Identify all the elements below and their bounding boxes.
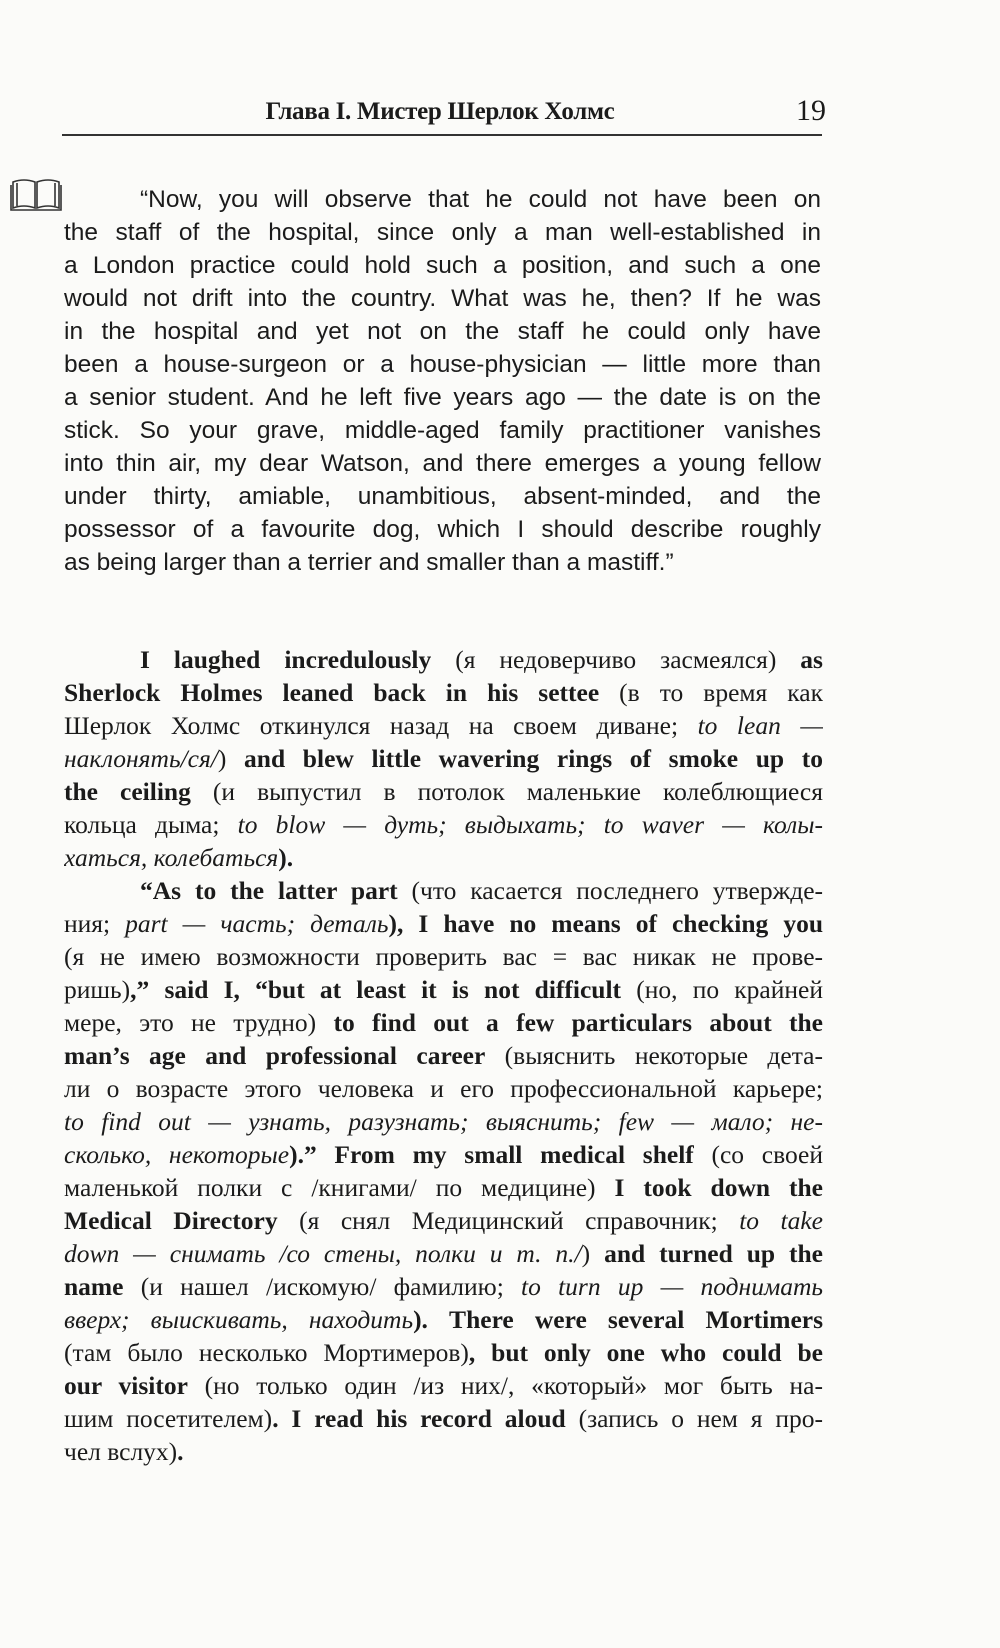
text-line: stick. So your grave, middle-aged family practitioner vanishes <box>64 417 821 444</box>
vocabulary-note: to find out — узнать, разузнать; выяснить; few — мало; не- <box>64 1107 823 1136</box>
russian-translation: чел вслух) <box>64 1437 178 1466</box>
russian-translation: ния; <box>64 909 126 938</box>
text-line <box>64 973 823 1006</box>
text-line <box>64 874 823 907</box>
text-line <box>64 1336 823 1369</box>
russian-translation: (там было несколько Мортимеров) <box>64 1338 469 1367</box>
text-line <box>64 1402 823 1435</box>
russian-translation: (выяснить некоторые дета- <box>485 1041 823 1070</box>
text-line: “Now, you will observe that he could not have been on <box>140 186 821 213</box>
english-phrase: ). <box>278 843 294 872</box>
text-line <box>64 1039 823 1072</box>
text-line <box>64 643 823 676</box>
text-line: a senior student. And he left five years ago — the date is on the <box>64 384 821 411</box>
russian-translation: маленькой полки с /книгами/ по медицине) <box>64 1173 615 1202</box>
text-line <box>64 709 823 742</box>
text-line <box>64 1105 823 1138</box>
english-phrase: the ceiling <box>64 777 191 806</box>
vocabulary-note: to turn up — поднимать <box>521 1272 823 1301</box>
vocabulary-note: сколько, некоторые <box>64 1140 290 1169</box>
english-phrase: to find out a few particulars about the <box>333 1008 823 1037</box>
russian-translation: (и выпустил в потолок маленькие колеблющиеся <box>190 777 823 806</box>
text-line <box>64 1138 823 1171</box>
text-line: in the hospital and yet not on the staff he could only have <box>64 318 821 345</box>
text-line <box>64 1237 823 1270</box>
text-line <box>64 841 823 874</box>
text-line <box>64 1435 823 1468</box>
english-phrase: and blew little wavering rings of smoke up to <box>226 744 823 773</box>
russian-translation: ли о возрасте этого человека и его профессиональной карьере; <box>64 1074 823 1103</box>
english-phrase: Sherlock Holmes leaned back in his settee <box>64 678 600 707</box>
text-line <box>64 1369 823 1402</box>
text-line: the staff of the hospital, since only a man well-established in <box>64 219 821 246</box>
text-line <box>64 907 823 940</box>
english-phrase: . <box>177 1437 184 1466</box>
english-phrase: , but only one who could be <box>468 1338 823 1367</box>
annotated-paragraphs <box>64 643 823 1468</box>
english-phrase: our visitor <box>64 1371 188 1400</box>
russian-translation: шим посетителем) <box>64 1404 273 1433</box>
russian-translation: ришь) <box>64 975 131 1004</box>
text-line <box>64 1204 823 1237</box>
russian-translation: ) <box>581 1239 591 1268</box>
english-paragraph <box>64 183 821 579</box>
text-line: a London practice could hold such a position, and such a one <box>64 252 821 279</box>
russian-translation: (но, по крайней <box>621 975 823 1004</box>
text-line: would not drift into the country. What was he, then? If he was <box>64 285 821 312</box>
text-line <box>64 742 823 775</box>
text-line: been a house-surgeon or a house-physician — little more than <box>64 351 821 378</box>
russian-translation: (я недоверчиво засмеялся) <box>431 645 801 674</box>
russian-translation: (я снял Медицинский справочник; <box>277 1206 740 1235</box>
text-line: under thirty, amiable, unambitious, absent-minded, and the <box>64 483 821 510</box>
russian-translation: ) <box>217 744 227 773</box>
russian-translation: кольца дыма; <box>64 810 238 839</box>
text-line <box>64 1171 823 1204</box>
open-book-icon <box>10 177 62 211</box>
text-line <box>64 676 823 709</box>
english-phrase: ).” From my small medical shelf <box>289 1140 694 1169</box>
english-phrase: ), I have no means of checking you <box>388 909 823 938</box>
english-phrase: ,” said I, “but at least it is not difficult <box>130 975 622 1004</box>
russian-translation: (запись о нем я про- <box>565 1404 823 1433</box>
english-phrase: . I read his record aloud <box>272 1404 566 1433</box>
english-phrase: ). There were several Mortimers <box>413 1305 823 1334</box>
chapter-title: Глава I. Мистер Шерлок Холмс <box>265 98 615 125</box>
english-phrase: name <box>64 1272 124 1301</box>
russian-translation: (со своей <box>693 1140 823 1169</box>
english-phrase: I laughed incredulously <box>140 645 432 674</box>
russian-translation: мере, это не трудно) <box>64 1008 334 1037</box>
english-phrase: I took down the <box>614 1173 823 1202</box>
text-line <box>64 1072 823 1105</box>
text-line <box>64 1006 823 1039</box>
english-phrase: and turned up the <box>590 1239 823 1268</box>
russian-translation: Шерлок Холмс откинулся назад на своем диване; <box>64 711 698 740</box>
russian-translation: (и нашел /искомую/ фамилию; <box>123 1272 522 1301</box>
page-number: 19 <box>796 94 826 127</box>
text-line: into thin air, my dear Watson, and there emerges a young fellow <box>64 450 821 477</box>
vocabulary-note: хаться, колебаться <box>64 843 279 872</box>
russian-translation: (что касается последнего утвержде- <box>397 876 823 905</box>
text-line <box>64 808 823 841</box>
vocabulary-note: вверх; выискивать, находить <box>64 1305 414 1334</box>
text-line <box>64 1303 823 1336</box>
vocabulary-note: to take <box>739 1206 823 1235</box>
russian-translation: (я не имею возможности проверить вас = вас никак не прове- <box>64 942 823 971</box>
text-line <box>64 1270 823 1303</box>
text-line: possessor of a favourite dog, which I should describe roughly <box>64 516 821 543</box>
russian-translation: (в то время как <box>599 678 823 707</box>
english-phrase: as <box>800 645 823 674</box>
vocabulary-note: down — снимать /со стены, полки и т. п./ <box>64 1239 582 1268</box>
vocabulary-note: part — часть; деталь <box>125 909 389 938</box>
russian-translation: (но только один /из них/, «который» мог быть на- <box>187 1371 823 1400</box>
english-phrase: “As to the latter part <box>140 876 398 905</box>
english-phrase: man’s age and professional career <box>64 1041 486 1070</box>
vocabulary-note: to blow — дуть; выдыхать; to waver — колы- <box>237 810 823 839</box>
vocabulary-note: to lean — <box>697 711 823 740</box>
text-line <box>64 775 823 808</box>
vocabulary-note: наклонять/ся/ <box>64 744 218 773</box>
text-line: as being larger than a terrier and smaller than a mastiff.” <box>64 549 674 576</box>
text-line <box>64 940 823 973</box>
english-phrase: Medical Directory <box>64 1206 278 1235</box>
header-divider <box>62 134 822 136</box>
